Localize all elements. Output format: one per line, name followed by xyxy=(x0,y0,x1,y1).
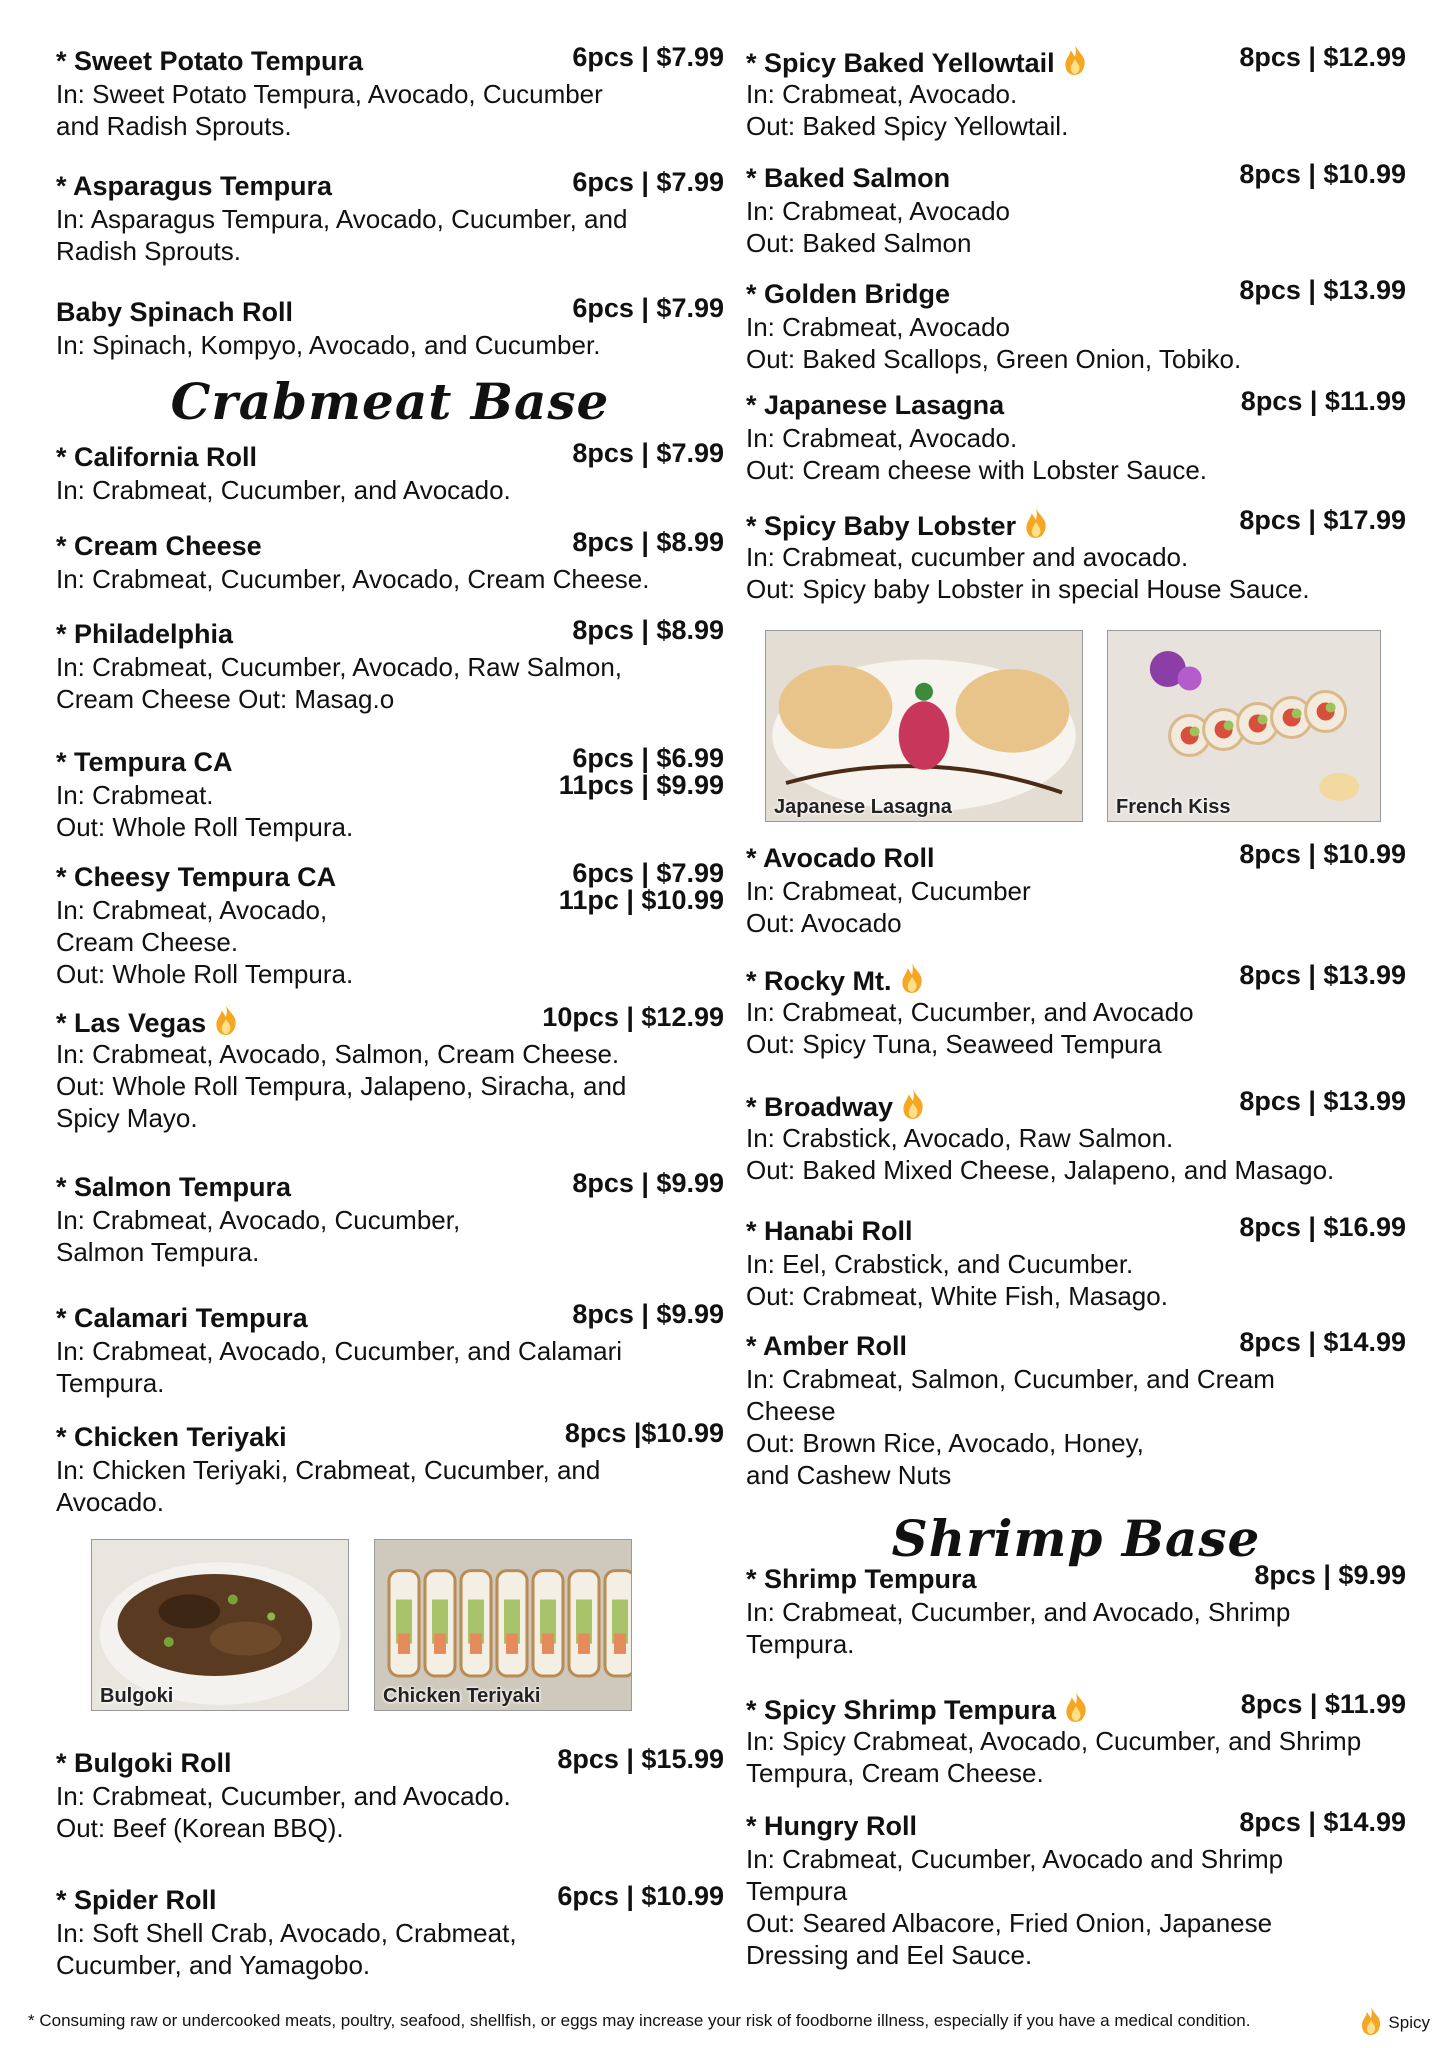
photo-caption: French Kiss xyxy=(1116,796,1231,818)
footer xyxy=(28,2006,1430,2036)
flame-icon xyxy=(900,962,924,1002)
menu-item-header xyxy=(746,841,1406,875)
menu-item-header xyxy=(56,1883,724,1917)
menu-item-price xyxy=(1239,1809,1406,1836)
menu-item-name-text: * Amber Roll xyxy=(746,1331,908,1361)
menu-item-header xyxy=(746,1691,1406,1725)
menu-item-header xyxy=(746,44,1406,78)
menu-item-spicy-baby-lobster xyxy=(746,507,1406,605)
menu-item-name-text: * Cheesy Tempura CA xyxy=(56,862,337,892)
menu-item-description: In: Crabmeat, Cucumber Out: Avocado xyxy=(746,876,1031,938)
menu-item-name xyxy=(56,1883,217,1917)
menu-item-baked-salmon xyxy=(746,161,1406,259)
menu-item-name-text: * Rocky Mt. xyxy=(746,966,892,996)
menu-item-description: In: Crabmeat, Avocado, Cucumber, Salmon Tempura. xyxy=(56,1205,461,1267)
menu-item-name-text: * Spicy Baby Lobster xyxy=(746,511,1017,541)
price-line: 8pcs | $10.99 xyxy=(1239,839,1406,869)
flame-icon xyxy=(1064,1691,1088,1731)
menu-item-description: In: Crabmeat, Avocado Out: Baked Salmon xyxy=(746,196,1011,258)
menu-item-header xyxy=(56,169,724,203)
menu-item-description: In: Crabmeat, Avocado, Salmon, Cream Cheese. Out: Whole Roll Tempura, Jalapeno, Siracha, and Spicy Mayo. xyxy=(56,1039,627,1133)
photo-bulgoki xyxy=(91,1539,349,1711)
menu-item-name xyxy=(56,529,262,563)
price-line: 8pcs | $9.99 xyxy=(572,1168,724,1198)
menu-item-name xyxy=(56,1301,308,1335)
menu-item-header xyxy=(56,1746,724,1780)
menu-item-description: In: Crabstick, Avocado, Raw Salmon. Out: Baked Mixed Cheese, Jalapeno, and Masago. xyxy=(746,1123,1335,1185)
menu-item-name-text: * Broadway xyxy=(746,1092,894,1122)
menu-item-name xyxy=(56,860,336,894)
price-line: 8pcs | $8.99 xyxy=(572,615,724,645)
menu-item-name-text: * California Roll xyxy=(56,442,258,472)
price-line: 8pcs | $13.99 xyxy=(1239,1086,1406,1116)
menu-item-header xyxy=(56,1170,724,1204)
menu-item-description: In: Crabmeat, Salmon, Cucumber, and Cream Cheese Out: Brown Rice, Avocado, Honey, and Cashew Nuts xyxy=(746,1364,1275,1490)
menu-item-price xyxy=(1239,1088,1406,1115)
price-line: 11pcs | $9.99 xyxy=(558,770,724,800)
allergy-disclaimer: * Consuming raw or undercooked meats, poultry, seafood, shellfish, or eggs may increase your risk of foodborne illness, especially if you have a medical condition. xyxy=(28,2011,1251,2030)
menu-item-header xyxy=(746,507,1406,541)
price-line: 8pcs | $17.99 xyxy=(1239,505,1406,535)
photo-french-kiss xyxy=(1107,630,1381,822)
menu-item-name xyxy=(56,295,293,329)
menu-item-name xyxy=(56,440,257,474)
menu-item-name xyxy=(746,1088,925,1128)
menu-item-name xyxy=(746,44,1087,84)
menu-item-price xyxy=(559,860,724,914)
menu-item-header xyxy=(56,295,724,329)
menu-item-california-roll xyxy=(56,440,724,506)
menu-item-price xyxy=(542,1004,724,1031)
menu-item-price xyxy=(1239,962,1406,989)
flame-icon xyxy=(1024,507,1048,547)
menu-item-price xyxy=(572,440,724,467)
flame-icon xyxy=(214,1004,238,1044)
menu-item-tempura-ca xyxy=(56,745,724,843)
menu-item-price xyxy=(572,169,724,196)
menu-item-description: In: Spicy Crabmeat, Avocado, Cucumber, and Shrimp Tempura, Cream Cheese. xyxy=(746,1726,1362,1788)
menu-item-name-text: * Philadelphia xyxy=(56,619,234,649)
menu-item-name xyxy=(56,1004,238,1044)
menu-item-description: In: Asparagus Tempura, Avocado, Cucumber, and Radish Sprouts. xyxy=(56,204,628,266)
menu-item-name xyxy=(56,169,332,203)
section-title-crabmeat-base: Crabmeat Base xyxy=(170,372,610,431)
menu-item-name xyxy=(746,1214,913,1248)
price-line: 8pcs | $9.99 xyxy=(572,1299,724,1329)
price-line: 8pcs | $14.99 xyxy=(1239,1807,1406,1837)
menu-item-description: In: Crabmeat, Cucumber, Avocado and Shrimp Tempura Out: Seared Albacore, Fried Onion, Japanese Dressing and Eel Sauce. xyxy=(746,1844,1284,1970)
menu-item-name xyxy=(746,841,935,875)
price-line: 8pcs | $9.99 xyxy=(1254,1560,1406,1590)
price-line: 8pcs | $11.99 xyxy=(1240,386,1406,416)
menu-item-name xyxy=(56,1420,287,1454)
menu-item-name-text: * Spider Roll xyxy=(56,1885,217,1915)
menu-item-golden-bridge xyxy=(746,277,1406,375)
menu-item-name-text: * Baked Salmon xyxy=(746,163,951,193)
price-line: 6pcs | $10.99 xyxy=(557,1881,724,1911)
menu-item-name-text: * Avocado Roll xyxy=(746,843,935,873)
menu-item-description: In: Crabmeat, Avocado. Out: Baked Spicy Yellowtail. xyxy=(746,79,1069,141)
menu-item-name-text: * Japanese Lasagna xyxy=(746,390,1005,420)
photo-chicken-teriyaki xyxy=(374,1539,632,1711)
menu-item-header xyxy=(56,1004,724,1038)
menu-item-name-text: * Golden Bridge xyxy=(746,279,951,309)
photo-caption: Bulgoki xyxy=(100,1685,174,1707)
menu-item-name-text: * Calamari Tempura xyxy=(56,1303,308,1333)
menu-item-description: In: Sweet Potato Tempura, Avocado, Cucumber and Radish Sprouts. xyxy=(56,79,603,141)
menu-item-description: In: Crabmeat, Cucumber, and Avocado. xyxy=(56,475,511,505)
price-line: 8pcs | $8.99 xyxy=(572,527,724,557)
menu-item-price xyxy=(1239,44,1406,71)
menu-item-price xyxy=(557,1746,724,1773)
menu-item-japanese-lasagna xyxy=(746,388,1406,486)
menu-item-name-text: * Hungry Roll xyxy=(746,1811,918,1841)
menu-item-price xyxy=(1239,1329,1406,1356)
flame-icon xyxy=(1063,44,1087,84)
price-line: 8pcs | $11.99 xyxy=(1240,1689,1406,1719)
menu-item-name-text: * Spicy Shrimp Tempura xyxy=(746,1695,1057,1725)
menu-item-header xyxy=(56,1420,724,1454)
spicy-legend-label: Spicy xyxy=(1388,2013,1430,2032)
menu-item-baby-spinach-roll xyxy=(56,295,724,361)
menu-item-description: In: Crabmeat, Avocado Out: Baked Scallops, Green Onion, Tobiko. xyxy=(746,312,1242,374)
menu-item-asparagus-tempura xyxy=(56,169,724,267)
menu-item-calamari-tempura xyxy=(56,1301,724,1399)
menu-item-description: In: Crabmeat, Cucumber, Avocado, Cream Cheese. xyxy=(56,564,650,594)
menu-item-name-text: * Sweet Potato Tempura xyxy=(56,46,364,76)
menu-item-price xyxy=(572,44,724,71)
menu-item-name xyxy=(746,388,1004,422)
menu-item-name-text: * Chicken Teriyaki xyxy=(56,1422,287,1452)
menu-item-header xyxy=(56,44,724,78)
price-line: 6pcs | $7.99 xyxy=(572,167,724,197)
menu-item-header xyxy=(56,1301,724,1335)
menu-item-price xyxy=(559,745,724,799)
menu-item-header xyxy=(746,1809,1406,1843)
menu-item-name xyxy=(746,277,950,311)
menu-item-name-text: * Las Vegas xyxy=(56,1008,207,1038)
menu-item-bulgoki-roll xyxy=(56,1746,724,1844)
menu-item-price xyxy=(1241,1691,1406,1718)
menu-item-price xyxy=(572,1170,724,1197)
menu-item-salmon-tempura xyxy=(56,1170,724,1268)
menu-item-name xyxy=(56,44,363,78)
menu-item-header xyxy=(746,1329,1406,1363)
photo-caption: Japanese Lasagna xyxy=(774,796,952,818)
menu-item-header xyxy=(746,1088,1406,1122)
menu-item-description: In: Spinach, Kompyo, Avocado, and Cucumber. xyxy=(56,330,601,360)
menu-item-price xyxy=(1239,161,1406,188)
menu-item-name xyxy=(56,617,233,651)
menu-item-name xyxy=(746,1691,1088,1731)
price-line: 6pcs | $7.99 xyxy=(572,42,724,72)
price-line: 8pcs | $16.99 xyxy=(1239,1212,1406,1242)
menu-item-description: In: Crabmeat, Avocado, Cucumber, and Calamari Tempura. xyxy=(56,1336,623,1398)
price-line: 6pcs | $7.99 xyxy=(572,293,724,323)
menu-item-header xyxy=(746,277,1406,311)
menu-item-chicken-teriyaki xyxy=(56,1420,724,1518)
menu-item-spider-roll xyxy=(56,1883,724,1981)
menu-item-header xyxy=(56,858,724,915)
menu-item-header xyxy=(746,962,1406,996)
menu-item-header xyxy=(746,161,1406,195)
menu-item-name xyxy=(746,962,924,1002)
price-line: 6pcs | $7.99 xyxy=(572,858,724,888)
menu-item-description: In: Eel, Crabstick, and Cucumber. Out: Crabmeat, White Fish, Masago. xyxy=(746,1249,1168,1311)
photo-caption: Chicken Teriyaki xyxy=(383,1685,541,1707)
menu-item-price xyxy=(1239,507,1406,534)
menu-item-cream-cheese xyxy=(56,529,724,595)
menu-item-name-text: * Spicy Baked Yellowtail xyxy=(746,48,1055,78)
menu-item-description: In: Crabmeat, Avocado, Cream Cheese. Out: Whole Roll Tempura. xyxy=(56,895,354,989)
menu-item-sweet-potato-tempura xyxy=(56,44,724,142)
menu-item-price xyxy=(1241,388,1406,415)
menu-item-description: In: Crabmeat, cucumber and avocado. Out: Spicy baby Lobster in special House Sauce. xyxy=(746,542,1310,604)
menu-item-description: In: Crabmeat, Avocado. Out: Cream cheese with Lobster Sauce. xyxy=(746,423,1208,485)
price-line: 8pcs | $7.99 xyxy=(572,438,724,468)
menu-item-price xyxy=(572,295,724,322)
menu-item-name-text: * Salmon Tempura xyxy=(56,1172,292,1202)
menu-item-name-text: * Tempura CA xyxy=(56,747,233,777)
menu-item-broadway xyxy=(746,1088,1406,1186)
menu-item-name xyxy=(56,745,233,779)
menu-item-header xyxy=(746,388,1406,422)
menu-item-description: In: Crabmeat, Cucumber, and Avocado. Out: Beef (Korean BBQ). xyxy=(56,1781,511,1843)
menu-item-header xyxy=(746,1214,1406,1248)
menu-item-spicy-shrimp-tempura xyxy=(746,1691,1406,1789)
price-line: 6pcs | $6.99 xyxy=(572,743,724,773)
price-line: 8pcs | $14.99 xyxy=(1239,1327,1406,1357)
menu-item-price xyxy=(1239,1214,1406,1241)
price-line: 8pcs | $10.99 xyxy=(1239,159,1406,189)
menu-item-amber-roll xyxy=(746,1329,1406,1491)
menu-item-hungry-roll xyxy=(746,1809,1406,1971)
menu-item-header xyxy=(56,440,724,474)
menu-item-description: In: Crabmeat, Cucumber, Avocado, Raw Salmon, Cream Cheese Out: Masag.o xyxy=(56,652,623,714)
menu-item-spicy-baked-yellowtail xyxy=(746,44,1406,142)
price-line: 8pcs | $15.99 xyxy=(557,1744,724,1774)
menu-item-las-vegas xyxy=(56,1004,724,1134)
menu-item-description: In: Crabmeat, Cucumber, and Avocado Out: Spicy Tuna, Seaweed Tempura xyxy=(746,997,1194,1059)
flame-icon xyxy=(901,1088,925,1128)
menu-item-name xyxy=(56,1746,232,1780)
menu-item-name-text: Baby Spinach Roll xyxy=(56,297,294,327)
menu-item-name-text: * Cream Cheese xyxy=(56,531,262,561)
menu-item-price xyxy=(565,1420,724,1447)
menu-item-name xyxy=(56,1170,291,1204)
menu-item-header xyxy=(56,617,724,651)
menu-item-price xyxy=(1239,841,1406,868)
menu-item-name xyxy=(746,507,1048,547)
menu-item-name xyxy=(746,1809,917,1843)
photo-japanese-lasagna xyxy=(765,630,1083,822)
menu-item-philadelphia xyxy=(56,617,724,715)
price-line: 8pcs | $13.99 xyxy=(1239,275,1406,305)
menu-item-name xyxy=(746,161,950,195)
menu-item-description: In: Crabmeat, Cucumber, and Avocado, Shrimp Tempura. xyxy=(746,1597,1291,1659)
menu-item-rocky-mt xyxy=(746,962,1406,1060)
price-line: 8pcs |$10.99 xyxy=(564,1418,724,1448)
menu-item-description: In: Crabmeat. Out: Whole Roll Tempura. xyxy=(56,780,354,842)
menu-item-price xyxy=(557,1883,724,1910)
spicy-legend xyxy=(1360,2006,1430,2038)
price-line: 8pcs | $13.99 xyxy=(1239,960,1406,990)
section-title-shrimp-base: Shrimp Base xyxy=(891,1509,1261,1568)
menu-item-header xyxy=(56,743,724,800)
menu-item-cheesy-tempura-ca xyxy=(56,860,724,990)
price-line: 8pcs | $12.99 xyxy=(1239,42,1406,72)
menu-item-name-text: * Asparagus Tempura xyxy=(56,171,333,201)
menu-item-price xyxy=(1239,277,1406,304)
menu-item-description: In: Soft Shell Crab, Avocado, Crabmeat, Cucumber, and Yamagobo. xyxy=(56,1918,517,1980)
menu-item-avocado-roll xyxy=(746,841,1406,939)
price-line: 10pcs | $12.99 xyxy=(542,1002,724,1032)
menu-item-header xyxy=(56,529,724,563)
menu-item-name-text: * Shrimp Tempura xyxy=(746,1564,977,1594)
menu-item-name xyxy=(746,1329,907,1363)
menu-item-hanabi-roll xyxy=(746,1214,1406,1312)
menu-item-shrimp-tempura xyxy=(746,1562,1406,1660)
menu-item-price xyxy=(572,617,724,644)
menu-item-description: In: Chicken Teriyaki, Crabmeat, Cucumber, and Avocado. xyxy=(56,1455,601,1517)
menu-item-name-text: * Bulgoki Roll xyxy=(56,1748,232,1778)
menu-item-name-text: * Hanabi Roll xyxy=(746,1216,913,1246)
menu-item-price xyxy=(572,1301,724,1328)
menu-item-price xyxy=(572,529,724,556)
flame-icon xyxy=(1360,2006,1382,2036)
price-line: 11pc | $10.99 xyxy=(558,885,724,915)
